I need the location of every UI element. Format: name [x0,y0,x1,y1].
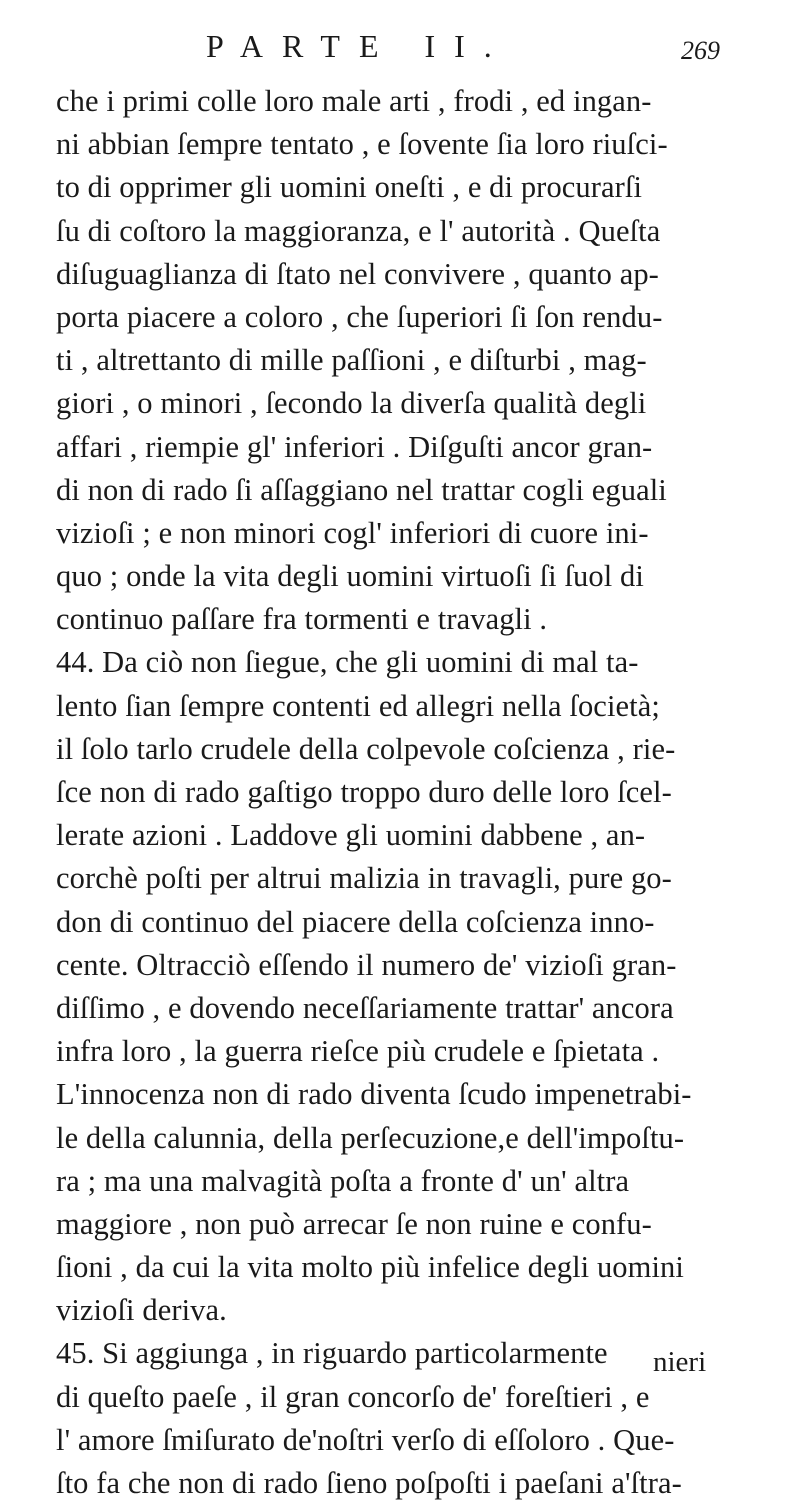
text-line: L'innocenza non di rado diventa ſcudo impenetrabi- [56,1077,692,1112]
text-line: ra ; ma una malvagità poſta a fronte d' un' altra [56,1163,630,1198]
text-line: ſu di coſtoro la maggioranza, e l' autorità . Queſta [56,213,661,248]
text-line: diſuguaglianza di ſtato nel convivere , quanto ap- [56,256,659,291]
page-header [56,28,780,72]
text-line: 45. Si aggiunga , in riguardo particolarmente [56,1336,608,1371]
text-line: corchè poſti per altrui malizia in travagli, pure go- [56,861,672,896]
text-line: 44. Da ciò non ſiegue, che gli uomini di mal ta- [56,645,639,680]
catchword: nieri [653,1346,707,1378]
text-line: ſto fa che non di rado ſieno poſpoſti i paeſani a'ſtra- [56,1466,682,1500]
text-line: to di opprimer gli uomini oneſti , e di procurarſi [56,170,643,205]
text-line: cente. Oltracciò eſſendo il numero de' vizioſi gran- [56,947,677,982]
text-line: le della calunnia, della perſecuzione,e dell'impoſtu- [56,1120,685,1155]
text-line: vizioſi ; e non minori cogl' inferiori di cuore ini- [56,515,649,550]
text-line: continuo paſſare fra tormenti e travagli . [56,602,548,637]
text-line: l' amore ſmiſurato de'noſtri verſo di eſſoloro . Que- [56,1422,675,1457]
running-head: PARTE II. [206,28,511,64]
text-line: porta piacere a coloro , che ſuperiori ſi ſon rendu- [56,299,663,334]
text-line: quo ; onde la vita degli uomini virtuoſi ſi ſuol di [56,559,644,594]
text-line: lento ſian ſempre contenti ed allegri nella ſocietà; [56,688,660,723]
text-line: ti , altrettanto di mille paſſioni , e diſturbi , mag- [56,343,647,378]
text-line: lerate azioni . Laddove gli uomini dabbene , an- [56,818,646,853]
text-line: maggiore , non può arrecar ſe non ruine e confu- [56,1206,652,1241]
text-line: affari , riempie gl' inferiori . Diſguſti ancor gran- [56,429,653,464]
text-line: di queſto paeſe , il gran concorſo de' foreſtieri , e [56,1379,650,1414]
page-number: 269 [681,36,720,65]
text-line: vizioſi deriva. [56,1293,227,1328]
body-text [56,80,786,1505]
text-line: ſioni , da cui la vita molto più infelice degli uomini [56,1250,684,1285]
text-line: il ſolo tarlo crudele della colpevole coſcienza , rie- [56,731,676,766]
text-line: di non di rado ſi aſſaggiano nel trattar cogli eguali [56,472,667,507]
text-line: ſce non di rado gaſtigo troppo duro delle loro ſcel- [56,775,672,809]
text-line: ni abbian ſempre tentato , e ſovente ſia loro riuſci- [56,127,668,162]
text-line: giori , o minori , ſecondo la diverſa qualità degli [56,386,647,421]
text-line: don di continuo del piacere della coſcienza inno- [56,904,655,939]
text-line: che i primi colle loro male arti , frodi , ed ingan- [56,84,652,118]
text-line: diſſimo , e dovendo neceſſariamente trattar' ancora [56,990,674,1025]
text-line: infra loro , la guerra rieſce più crudele e ſpietata . [56,1034,660,1069]
